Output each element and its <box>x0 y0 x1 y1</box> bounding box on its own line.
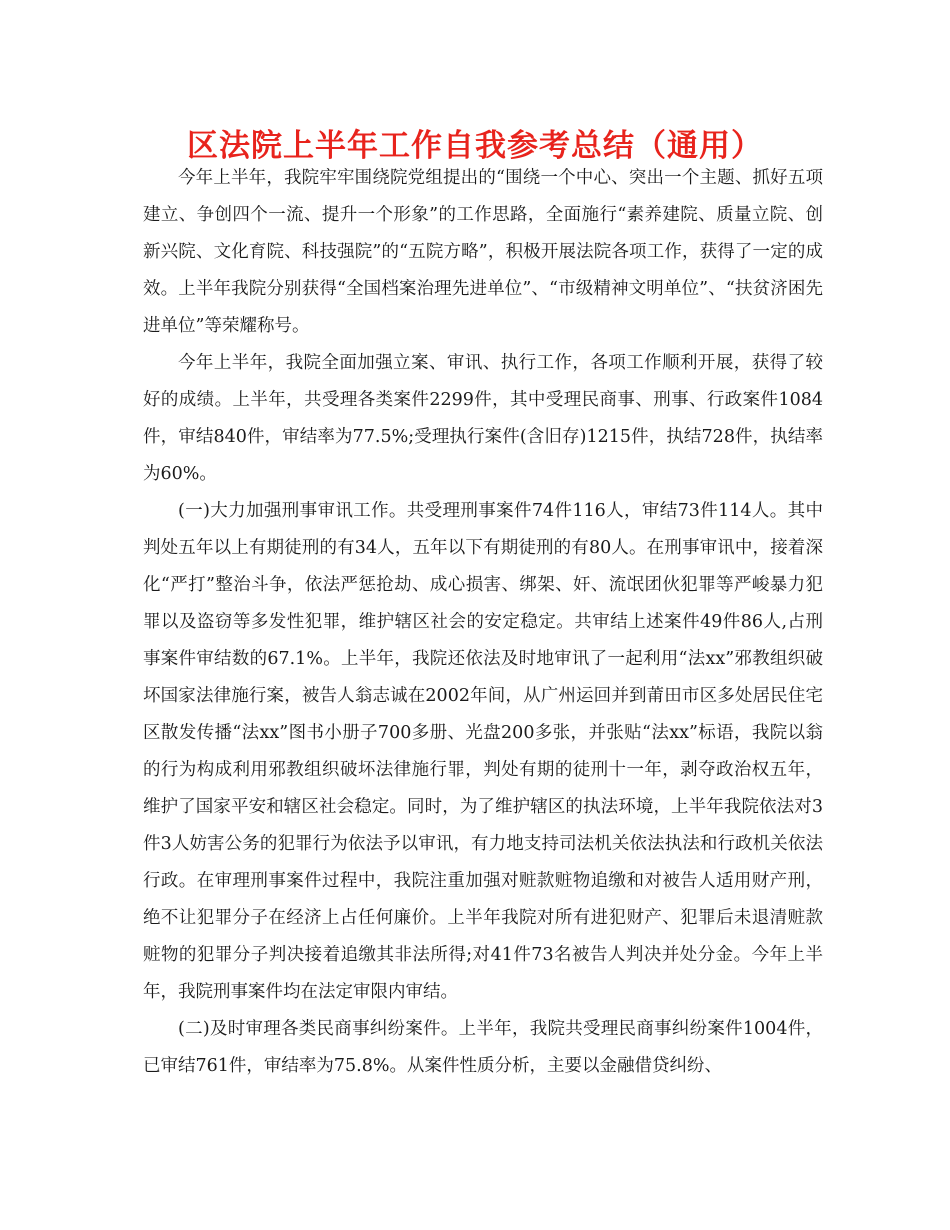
paragraph-civil: (二)及时审理各类民商事纠纷案件。上半年，我院共受理民商事纠纷案件1004件，已审结761件，审结率为75.8%。从案件性质分析，主要以金融借贷纠纷、 <box>143 1019 823 1076</box>
document-title: 区法院上半年工作自我参考总结（通用） <box>187 128 763 164</box>
document-body <box>143 160 823 1085</box>
paragraph-criminal: (一)大力加强刑事审讯工作。共受理刑事案件74件116人，审结73件114人。其中判处五年以上有期徒刑的有34人，五年以下有期徒刑的有80人。在刑事审讯中，接着深化“严打”整治斗争，依法严惩抢劫、成心损害、绑架、奸、流氓团伙犯罪等严峻暴力犯罪以及盗窃等多发性犯罪，维护辖区社会的安定稳定。共审结上述案件49件86人,占刑事案件审结数的67.1%。上半年，我院还依法及时地审讯了一起利用“法xx”邪教组织破坏国家法律施行案，被告人翁志诚在2002年间，从广州运回并到莆田市区多处居民住宅区散发传播“法xx”图书小册子700多册、光盘200多张，并张贴“法xx”标语，我院以翁的行为构成利用邪教组织破坏法律施行罪，判处有期的徒刑十一年，剥夺政治权五年，维护了国家平安和辖区社会稳定。同时，为了维护辖区的执法环境，上半年我院依法对3件3人妨害公务的犯罪行为依法予以审讯，有力地支持司法机关依法执法和行政机关依法行政。在审理刑事案件过程中，我院注重加强对赃款赃物追缴和对被告人适用财产刑，绝不让犯罪分子在经济上占任何廉价。上半年我院对所有进犯财产、犯罪后未退清赃款赃物的犯罪分子判决接着追缴其非法所得;对41件73名被告人判决并处分金。今年上半年，我院刑事案件均在法定审限内审结。 <box>143 501 823 1002</box>
paragraph-summary: 今年上半年，我院全面加强立案、审讯、执行工作，各项工作顺利开展，获得了较好的成绩。上半年，共受理各类案件2299件，其中受理民商事、刑事、行政案件1084件，审结840件，审结率为77.5%;受理执行案件(含旧存)1215件，执结728件，执结率为60%。 <box>143 353 823 484</box>
paragraph-intro: 今年上半年，我院牢牢围绕院党组提出的“围绕一个中心、突出一个主题、抓好五项建立、争创四个一流、提升一个形象”的工作思路，全面施行“素养建院、质量立院、创新兴院、文化育院、科技强院”的“五院方略”，积极开展法院各项工作，获得了一定的成效。上半年我院分别获得“全国档案治理先进单位”、“市级精神文明单位”、“扶贫济困先进单位”等荣耀称号。 <box>143 168 823 336</box>
